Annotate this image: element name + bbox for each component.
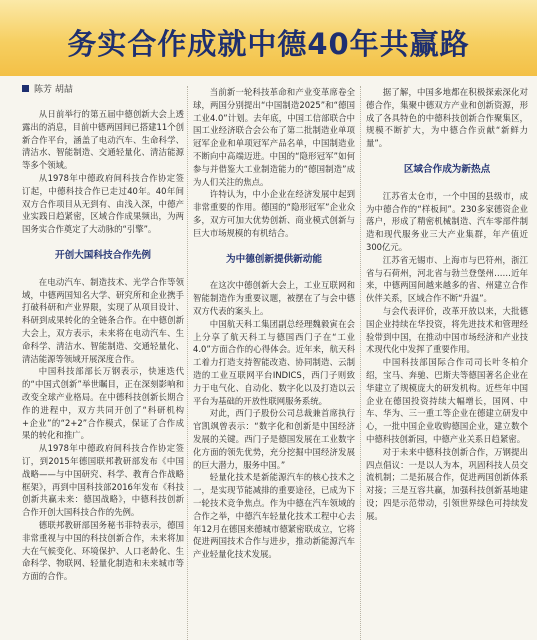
headline: 务实合作成就中德40年共赢路 (67, 27, 470, 61)
byline-authors: 陈芳 胡喆 (34, 85, 73, 95)
section-heading: 开创大国科技合作先例 (55, 249, 151, 261)
paragraph: 据了解，中国多地都在积极探索深化对德合作，集聚中德双方产业和创新资源，形成了各具特色的中德科技创新合作聚集区，规模不断扩大，为中德合作贡献“新鲜力量”。 (366, 87, 528, 149)
article-column-2 (193, 86, 355, 640)
paragraph: 在电动汽车、制造技术、光学合作等领域，中德两国知名大学、研究所和企业携手打破科研和产业界限，实现了从项目设计、科研到成果转化的全链条合作。在中德创新大会上，双方表示，未来将在电动汽车、生命科学、清洁水、智能制造、交通轻量化、清洁能源等领域开展深度合作。 (22, 276, 184, 364)
paragraph: 江苏省无锡市、上海市与巴符州，浙江省与石荷州，河北省与勃兰登堡州……近年来，中德两国间越来越多的省、州建立合作伙伴关系，区域合作不断“升温”。 (366, 254, 528, 304)
paragraph: 德联邦教研部国务秘书菲特表示，德国非常重视与中国的科技创新合作，未来将加大在气候变化、环境保护、人口老龄化、生命科学、物联网、轻量化制造和未来城市等方面的合作。 (22, 519, 184, 582)
section-heading: 为中德创新提供新动能 (226, 253, 322, 265)
paragraph: 轻量化技术是新能源汽车的核心技术之一，是实现节能减排的重要途径，已成为下一轮技术竞争焦点。作为中德在汽车领域的合作之举，中德汽车轻量化技术工程中心去年12月在德国来德城市德紧密联成立，它将促进两国技术合作与进步，推动新能源汽车产业轻量化技术发展。 (193, 472, 355, 560)
paragraph: 在这次中德创新大会上，工业互联网和智能制造作为重要议题，被摆在了与会中德双方代表的案头上。 (193, 280, 355, 316)
square-bullet-icon (22, 85, 29, 92)
paragraph: 当前新一轮科技革命和产业变革席卷全球，两国分别提出“中国制造2025”和“德国工业4.0”计划。去年底，中国工信部联合中国工业经济联合会公布了第二批制造业单项冠军企业和单项冠军产品名单，中国制造业不断向中高端迈进。中国的“隐形冠军”如何参与并借鉴大工业制造能力的“德国制造”成为人们关注的焦点。 (193, 87, 355, 187)
paragraph: 从日前举行的第五届中德创新大会上透露出的消息，目前中德两国间已搭建11个创新合作平台，涵盖了电动汽车、生命科学、清洁水、智能制造、交通轻量化、清洁能源等多个领域。 (22, 109, 184, 171)
byline (22, 82, 73, 95)
paragraph: 许特认为，中小企业在经济发展中起到非常重要的作用。德国的“隐形冠军”企业众多，双方可加大优势创新、商业模式创新与巨大市场规模的有机结合。 (193, 189, 355, 238)
paragraph: 中国航天科工集团副总经理魏毅寅在会上分享了航天科工与德国西门子在“工业4.0”方面合作的心得体会。近年来，航天科工着力打造支持智能改造、协同制造、云制造的工业互联网平台INDICS，西门子则致力于电气化、自动化、数字化以及打造以云平台为基础的开放性联网服务系统。 (193, 318, 355, 406)
section-heading: 区域合作成为新热点 (403, 163, 491, 175)
paragraph: 中国科技部国际合作司司长叶冬柏介绍，宝马、奔驰、巴斯夫等德国著名企业在华建立了规模庞大的研发机构。近些年中国企业在德国投资持续大幅增长，国网、中车、华为、三一重工等企业在德建立研发中心，一批中国企业收购德国企业，建立数个中德科技创新园，中德产业关系日趋紧密。 (366, 357, 528, 444)
article-column-3 (366, 86, 528, 640)
article-column-1 (22, 108, 184, 640)
column-divider (360, 86, 361, 640)
paragraph: 从1978年中德政府间科技合作协定签订起，中德科技合作已走过40年。40年间双方合作项目从无到有、由浅入深，中德产业实践日趋紧密，区域合作成果频出，为两国务实合作奠定了大动脉的“引擎”。 (22, 172, 184, 235)
paragraph: 与会代表评价，改革开放以来，大批德国企业持续在华投资，将先进技术和管理经验带到中国，在推动中国市场经济和产业技术现代化中发挥了重要作用。 (366, 305, 528, 355)
paragraph: 江苏省太仓市，一个中国的县级市，成为中德合作的“样板间”。230多家德资企业落户，形成了精密机械制造、汽车零部件制造和现代服务业三大产业集群，年产值近300亿元。 (366, 190, 528, 252)
column-divider (187, 86, 188, 640)
paragraph: 对于未来中德科技创新合作，万钢提出四点倡议：一是以人为本，巩固科技人员交流机制；二是拓展合作，促进两国创新体系对接；三是互容共赢，加强科技创新基地建设；四是示范带动，引领世界绿色可持续发展。 (366, 446, 528, 521)
paragraph: 从1978年中德政府间科技合作协定签订，到2015年德国联邦教研部发布《中国战略——与中国研究、科学、教育合作战略框架》，再到中国科技部2016年发布《科技创新共赢未来：德国战略》，中德科技创新合作开创大国科技合作的先例。 (22, 443, 184, 518)
paragraph: 对此，西门子股份公司总裁兼首席执行官凯飒曾表示：“数字化和创新是中国经济发展的关键。西门子是德国发展在工业数字化方面的领先优势，充分挖掘中国经济发展的巨大潜力，服务中国。” (193, 408, 355, 470)
paragraph: 中国科技部部长万钢表示，快速迭代的“中国式创新”举世瞩目，正在深刻影响和改变全球产业格局。在中德科技创新长期合作的进程中，双方共同开创了“科研机构+企业”的“2+2”合作模式，保证了合作成果的转化和推广。 (22, 366, 184, 441)
